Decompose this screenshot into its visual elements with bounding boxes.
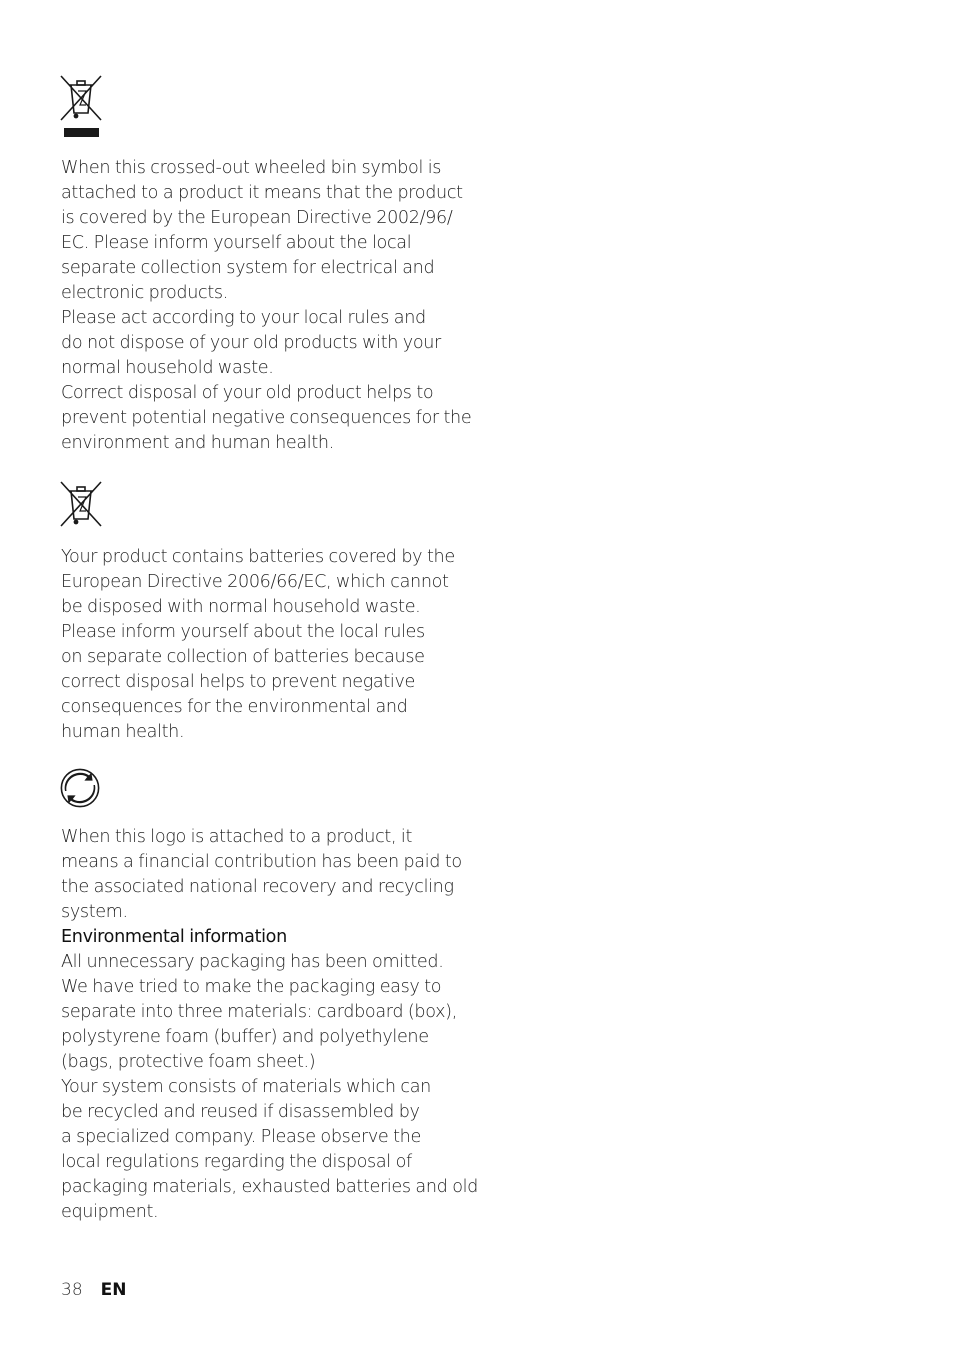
battery-notice-line: consequences for the environmental and bbox=[61, 697, 408, 717]
environmental-info-line: (bags, protective foam sheet.) bbox=[61, 1052, 316, 1072]
crossed-out-wheeled-bin-icon bbox=[60, 481, 102, 527]
crossed-out-wheeled-bin-with-bar-icon bbox=[60, 75, 102, 137]
environmental-info-line: We have tried to make the packaging easy to bbox=[61, 977, 442, 997]
weee-notice-line: attached to a product it means that the product bbox=[61, 183, 463, 203]
weee-notice-line: do not dispose of your old products with your bbox=[61, 333, 441, 353]
weee-notice-line: normal household waste. bbox=[61, 358, 274, 378]
weee-notice-line: is covered by the European Directive 2002/96/ bbox=[61, 208, 453, 228]
battery-notice-paragraph bbox=[61, 545, 461, 745]
page-footer bbox=[61, 1279, 126, 1301]
page-number: 38 bbox=[61, 1280, 83, 1300]
battery-notice-line: Your product contains batteries covered by the bbox=[61, 547, 455, 567]
recycling-notice-line: means a financial contribution has been paid to bbox=[61, 852, 462, 872]
weee-notice-line: Correct disposal of your old product helps to bbox=[61, 383, 434, 403]
environmental-info-line: separate into three materials: cardboard (box), bbox=[61, 1002, 457, 1022]
weee-notice-line: When this crossed-out wheeled bin symbol is bbox=[61, 158, 442, 178]
environmental-info-heading: Environmental information bbox=[61, 927, 287, 947]
environmental-info-line: polystyrene foam (buffer) and polyethylene bbox=[61, 1027, 429, 1047]
environmental-info-line: All unnecessary packaging has been omitted. bbox=[61, 952, 444, 972]
weee-notice-line: Please act according to your local rules and bbox=[61, 308, 426, 328]
weee-notice-line: electronic products. bbox=[61, 283, 228, 303]
battery-notice-line: human health. bbox=[61, 722, 185, 742]
environmental-info-line: local regulations regarding the disposal of bbox=[61, 1152, 412, 1172]
recycling-notice-line: When this logo is attached to a product, it bbox=[61, 827, 413, 847]
recycling-notice-line: system. bbox=[61, 902, 128, 922]
battery-notice-line: be disposed with normal household waste. bbox=[61, 597, 421, 617]
weee-notice-paragraph bbox=[61, 156, 472, 456]
weee-notice-line: prevent potential negative consequences for the bbox=[61, 408, 472, 428]
battery-notice-line: on separate collection of batteries because bbox=[61, 647, 425, 667]
weee-notice-line: separate collection system for electrical and bbox=[61, 258, 435, 278]
weee-notice-line: environment and human health. bbox=[61, 433, 334, 453]
weee-notice-line: EC. Please inform yourself about the local bbox=[61, 233, 412, 253]
language-code: EN bbox=[100, 1280, 127, 1300]
recycling-notice-line: the associated national recovery and recycling bbox=[61, 877, 454, 897]
environmental-info-line: equipment. bbox=[61, 1202, 159, 1222]
green-dot-recycling-logo-icon bbox=[60, 768, 100, 808]
battery-notice-line: correct disposal helps to prevent negative bbox=[61, 672, 415, 692]
recycling-notice-paragraph bbox=[61, 825, 478, 1225]
environmental-info-line: packaging materials, exhausted batteries and old bbox=[61, 1177, 478, 1197]
environmental-info-line: Your system consists of materials which can bbox=[61, 1077, 431, 1097]
environmental-info-line: a specialized company. Please observe the bbox=[61, 1127, 421, 1147]
environmental-info-line: be recycled and reused if disassembled by bbox=[61, 1102, 420, 1122]
battery-notice-line: Please inform yourself about the local rules bbox=[61, 622, 425, 642]
battery-notice-line: European Directive 2006/66/EC, which cannot bbox=[61, 572, 449, 592]
